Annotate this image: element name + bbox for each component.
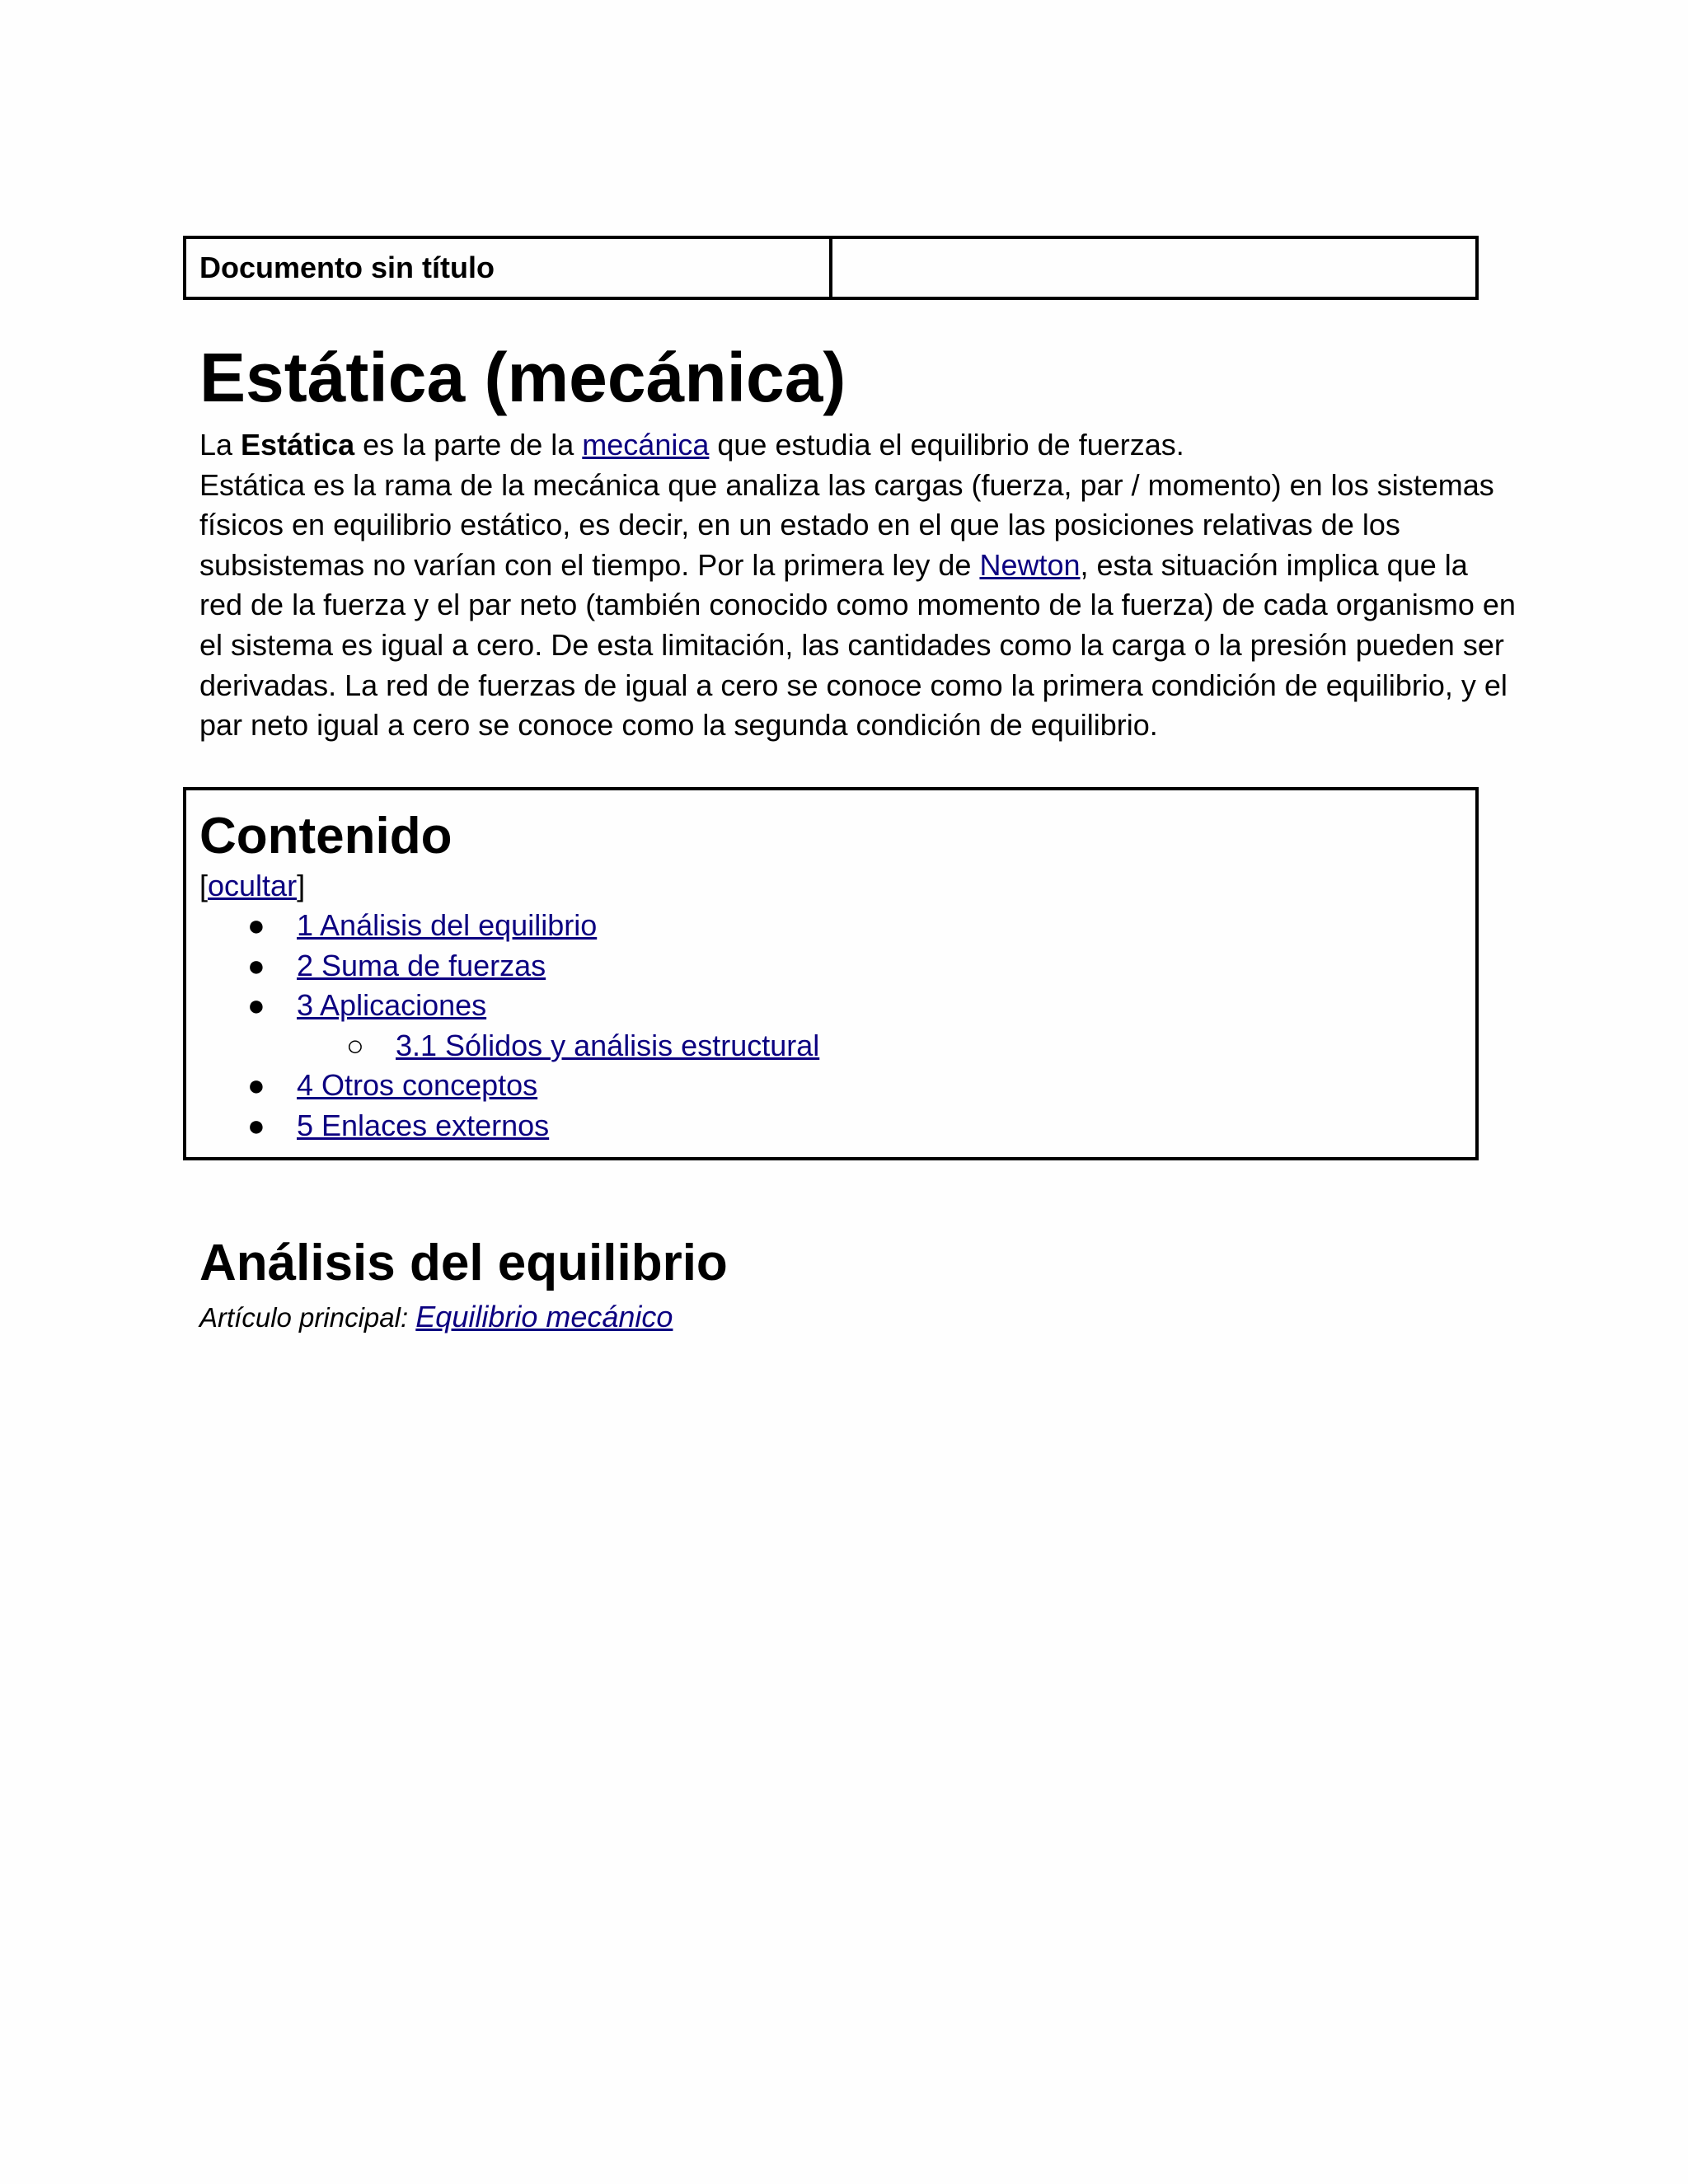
document-title-cell [186,239,832,297]
intro-middle: es la parte de la [354,428,583,462]
intro-bold-term: Estática [241,428,355,462]
toc-link-solidos[interactable]: 3.1 Sólidos y análisis estructural [396,1028,820,1062]
intro-line [199,425,1518,466]
toc-subitem [199,1026,1475,1066]
document-title: Documento sin título [199,251,495,284]
toc-link-aplicaciones[interactable]: 3 Aplicaciones [297,988,487,1023]
header-empty-cell [832,239,1475,297]
intro-suffix: que estudia el equilibrio de fuerzas. [709,428,1184,462]
hollow-bullet-icon: ○ [346,1028,364,1062]
toc-item [199,946,1475,987]
section-heading-analisis: Análisis del equilibrio [199,1235,728,1291]
main-paragraph [199,466,1518,746]
article-body [199,425,1518,746]
intro-prefix: La [199,428,241,462]
main-article-note [199,1297,673,1338]
header-table [183,236,1479,300]
toc-list [199,906,1475,1146]
toc-link-analisis[interactable]: 1 Análisis del equilibrio [297,908,598,942]
toc-item [199,1066,1475,1106]
paragraph-part2: , esta situación implica que la red de la fuerza y el par neto (también conocido como momento de la fuerza) de cada organismo en el sistema es igual a cero. De esta limitación, las cantidades como la carga o la presión pueden ser derivadas. La red de fuerzas de igual a cero se conoce como la primera condición de equilibrio, y el par neto igual a cero se conoce como la segunda condición de equilibrio. [199,547,1516,743]
bullet-icon: ● [247,948,265,982]
newton-link[interactable]: Newton [979,547,1081,582]
page-title: Estática (mecánica) [199,339,846,416]
toc-hide-link[interactable]: ocultar [208,869,298,902]
toc-toggle [199,866,1475,906]
bullet-icon: ● [247,1068,265,1103]
toc-link-enlaces[interactable]: 5 Enlaces externos [297,1108,550,1142]
toc-link-otros[interactable]: 4 Otros conceptos [297,1068,538,1103]
main-article-label: Artículo principal: [199,1302,416,1333]
equilibrio-mecanico-link[interactable]: Equilibrio mecánico [415,1300,673,1333]
bullet-icon: ● [247,988,265,1023]
toc-title: Contenido [199,808,452,865]
mecanica-link[interactable]: mecánica [582,428,710,462]
toc-toggle-close: ] [297,869,306,902]
toc-item [199,1106,1475,1146]
table-of-contents [183,787,1479,1160]
bullet-icon: ● [247,908,265,942]
bullet-icon: ● [247,1108,265,1142]
paragraph-part1: Estática es la rama de la mecánica que analiza las cargas (fuerza, par / momento) en los sistemas físicos en equilibrio estático, es decir, en un estado en el que las posiciones relativas de los subsistemas no varían con el tiempo. Por la primera ley de [199,467,1494,582]
toc-item [199,906,1475,946]
toc-item [199,986,1475,1026]
toc-toggle-open: [ [199,869,209,902]
toc-link-suma[interactable]: 2 Suma de fuerzas [297,948,546,982]
